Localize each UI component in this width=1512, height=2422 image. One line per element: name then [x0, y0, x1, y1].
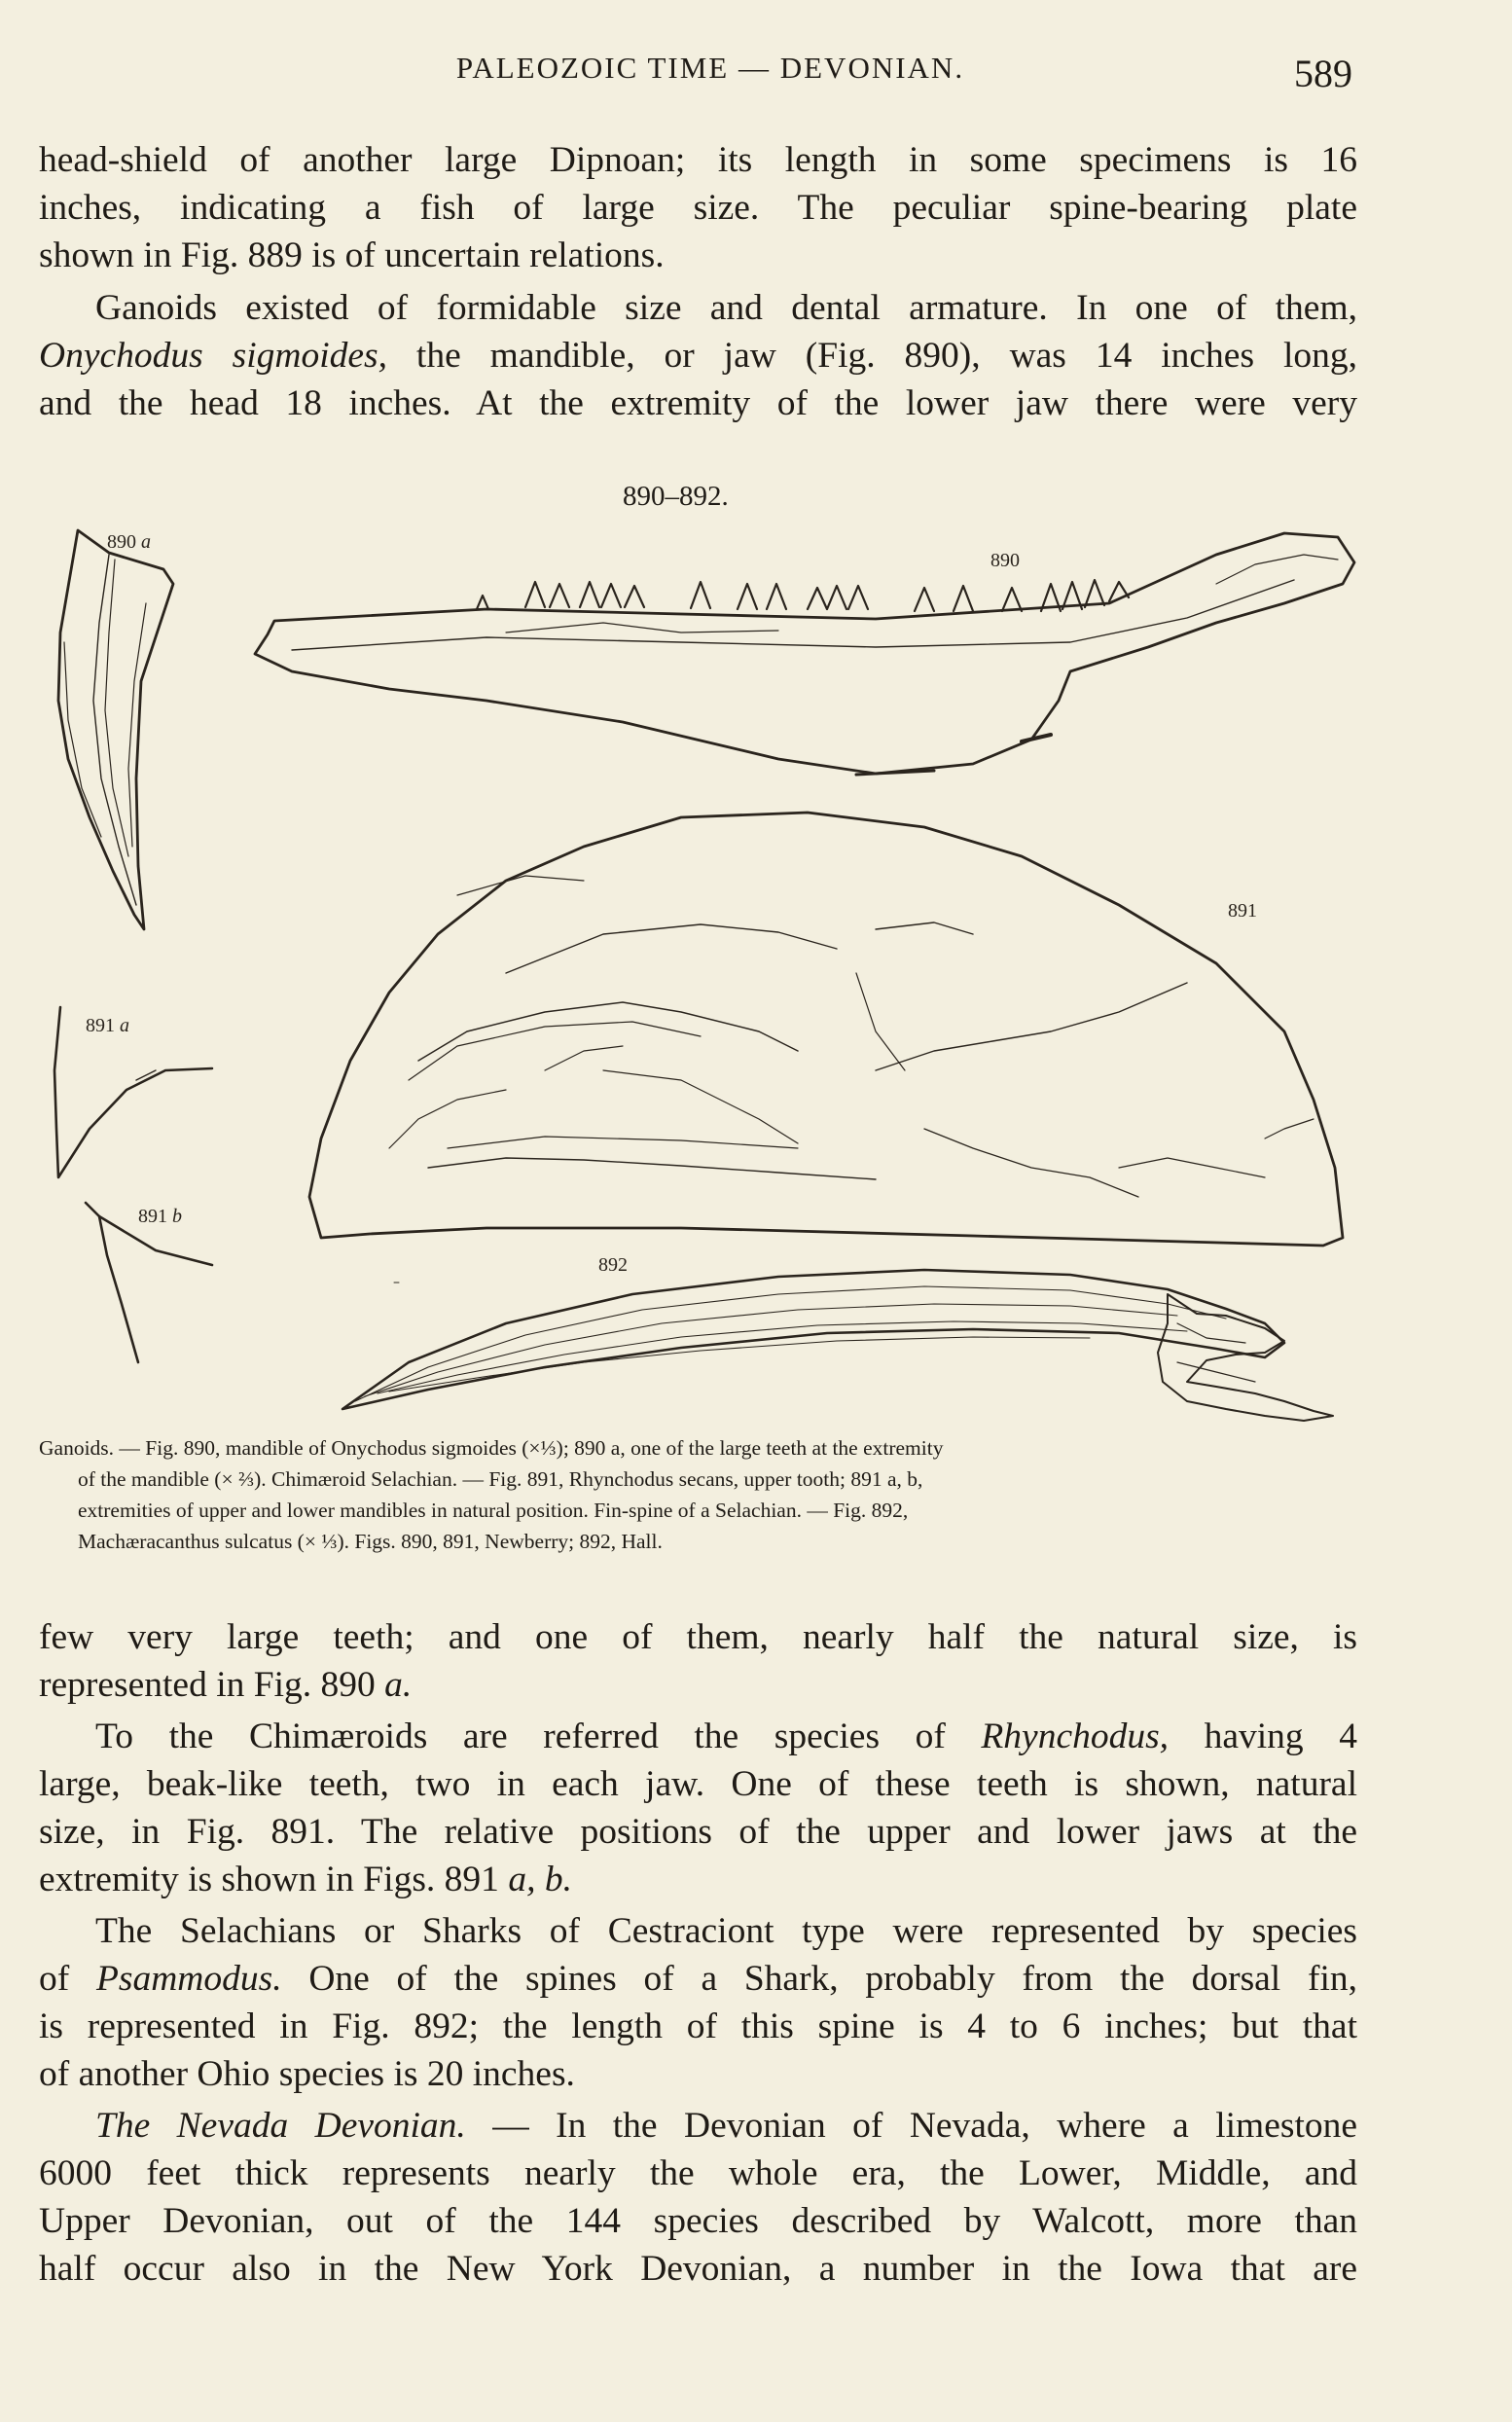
text-run: the mandible, or jaw (Fig. 890), was 14 inches long, [387, 336, 1357, 376]
paragraph-line: Ganoids existed of formidable size and dental armature. In one of them, [95, 288, 1357, 328]
page-number: 589 [1294, 52, 1352, 95]
fig-label-891a: 891 a [86, 1015, 129, 1036]
caption-line: extremities of upper and lower mandibles in natural position. Fin-spine of a Selachian. — Fig. 892, [78, 1499, 909, 1522]
text-run: To the Chimæroids are referred the species of [95, 1717, 982, 1756]
caption-line: Ganoids. — Fig. 890, mandible of Onychodus sigmoides (×⅓); 890 a, one of the large teeth at the extremity [39, 1436, 944, 1460]
paragraph-line: 6000 feet thick represents nearly the whole era, the Lower, Middle, and [39, 2153, 1357, 2193]
text-run: having 4 [1169, 1717, 1357, 1756]
figure-caption [39, 1432, 1357, 1557]
paragraph-line: half occur also in the New York Devonian, a number in the Iowa that are [39, 2249, 1357, 2289]
tooth-891-illustration [309, 813, 1343, 1246]
paragraph-line: inches, indicating a fish of large size. The peculiar spine-bearing plate [39, 188, 1357, 228]
fig-label-892: 892 [598, 1254, 628, 1276]
caption-line: of the mandible (× ⅔). Chimæroid Selachian. — Fig. 891, Rhynchodus secans, upper tooth; 891 a, b, [78, 1467, 923, 1491]
section-heading: The Nevada Devonian. [95, 2106, 466, 2146]
text-run: — In the Devonian of Nevada, where a limestone [465, 2106, 1358, 2146]
caption-line: Machæracanthus sulcatus (× ⅓). Figs. 890, 891, Newberry; 892, Hall. [78, 1530, 663, 1553]
paragraph-line: head-shield of another large Dipnoan; its length in some specimens is 16 [39, 140, 1357, 180]
paragraph-line: is represented in Fig. 892; the length of this spine is 4 to 6 inches; but that [39, 2006, 1357, 2046]
figure-group-label: 890–892. [623, 481, 729, 512]
fig-label-891: 891 [1228, 900, 1257, 922]
paragraph-line: Upper Devonian, out of the 144 species described by Walcott, more than [39, 2201, 1357, 2241]
running-title: PALEOZOIC TIME — DEVONIAN. [455, 51, 965, 85]
paragraph-line [39, 1955, 1357, 2003]
paragraph-line: and the head 18 inches. At the extremity of the lower jaw there were very [39, 383, 1357, 423]
fig-label-890a: 890 a [107, 531, 151, 553]
text-run-italic: a. [384, 1665, 413, 1705]
paragraph-line [39, 2102, 1357, 2150]
paragraph-line [39, 1661, 1357, 1709]
text-run: represented in Fig. 890 [39, 1665, 385, 1705]
fig-label-890: 890 [990, 550, 1020, 571]
paragraph-line: large, beak-like teeth, two in each jaw. One of these teeth is shown, natural [39, 1764, 1357, 1804]
text-run: of [39, 1959, 96, 1999]
mandible-890-illustration [255, 533, 1354, 775]
paragraph-line: of another Ohio species is 20 inches. [39, 2054, 575, 2094]
fig-label-891b: 891 b [138, 1206, 182, 1227]
fin-spine-892-illustration [342, 1270, 1333, 1421]
paragraph-line: few very large teeth; and one of them, nearly half the natural size, is [39, 1617, 1357, 1657]
text-run-italic: a, b. [508, 1860, 572, 1899]
species-name: Onychodus sigmoides, [39, 336, 388, 376]
jaw-891a-illustration [54, 1007, 212, 1177]
paragraph-line: shown in Fig. 889 is of uncertain relations. [39, 235, 665, 275]
genus-name: Psammodus. [95, 1959, 282, 1999]
paragraph-line [39, 1713, 1357, 1760]
paragraph-line: size, in Fig. 891. The relative positions of the upper and lower jaws at the [39, 1812, 1357, 1852]
tooth-890a-illustration [58, 530, 173, 929]
paragraph-line: The Selachians or Sharks of Cestraciont type were represented by species [95, 1911, 1357, 1951]
text-run: One of the spines of a Shark, probably from the dorsal fin, [281, 1959, 1357, 1999]
genus-name: Rhynchodus, [981, 1717, 1170, 1756]
text-run: extremity is shown in Figs. 891 [39, 1860, 509, 1899]
paragraph-line [39, 1856, 1357, 1903]
